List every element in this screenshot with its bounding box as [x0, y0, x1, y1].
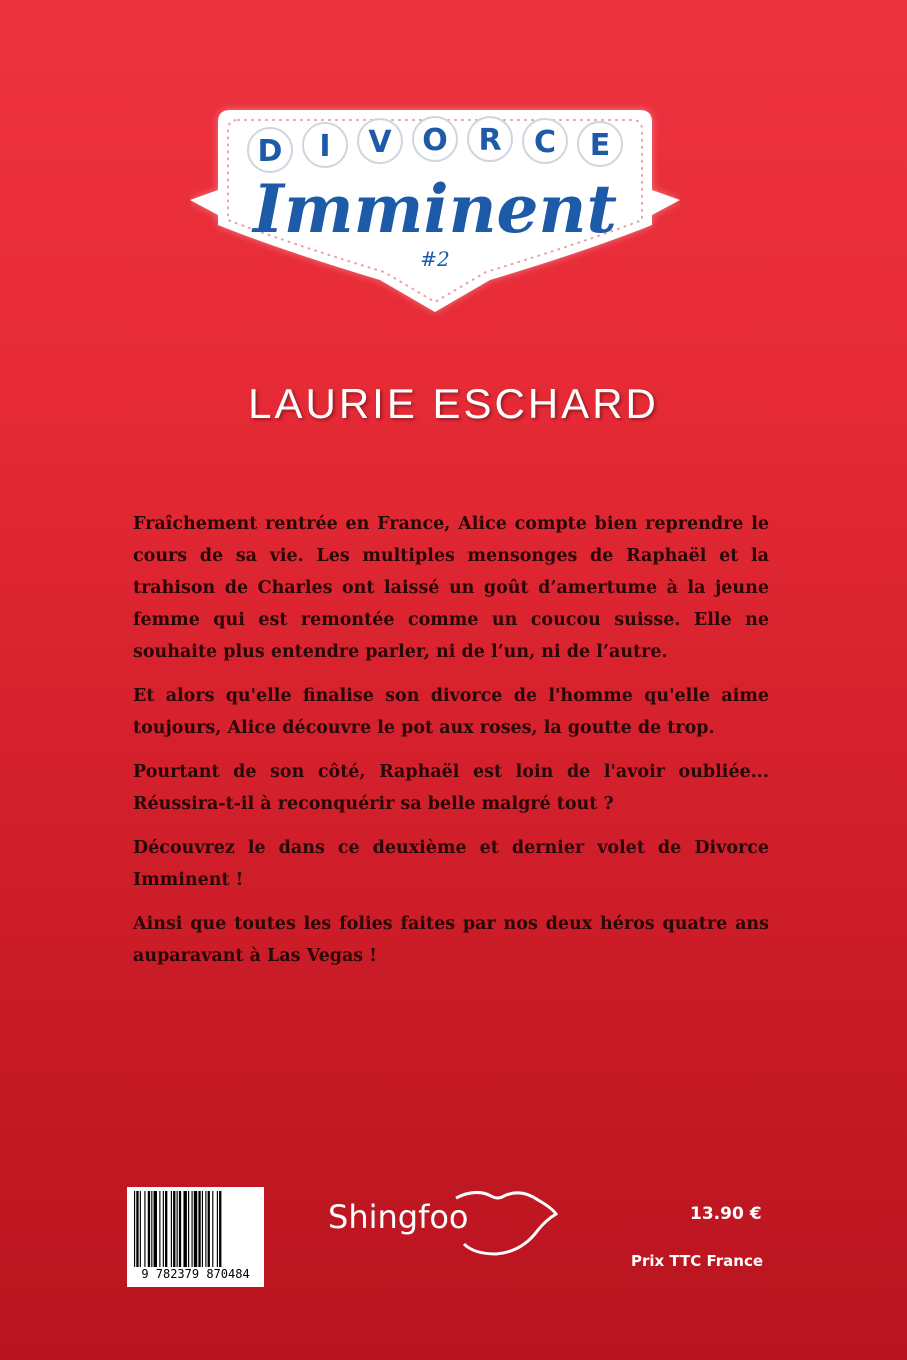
- barcode-bar: [192, 1191, 193, 1267]
- barcode-bar: [179, 1191, 181, 1267]
- series-sign: [190, 80, 680, 320]
- series-name-letter: R: [478, 123, 502, 159]
- barcode-bar: [144, 1191, 145, 1267]
- barcode-bar: [136, 1191, 138, 1267]
- blurb-paragraph: Fraîchement rentrée en France, Alice compte bien reprendre le cours de sa vie. Les multiples mensonges de Raphaël et la trahison de Charles ont laissé un goût d’amertume à la jeune femme qui est remontée comme un coucou suisse. Elle ne souhaite plus entendre parler, ni de l’un, ni de l’autre.: [133, 514, 769, 662]
- barcode-bar: [188, 1191, 189, 1267]
- isbn-number: 9 782379 870484: [141, 1267, 250, 1281]
- price-note: Prix TTC France: [631, 1252, 764, 1270]
- barcode-bar: [140, 1191, 141, 1267]
- blurb-paragraph: Ainsi que toutes les folies faites par nos deux héros quatre ans auparavant à Las Vegas !: [133, 914, 769, 966]
- barcode-bar: [177, 1191, 178, 1267]
- back-cover-blurb: [133, 508, 769, 984]
- isbn-barcode: [127, 1187, 264, 1287]
- barcode-bar: [171, 1191, 172, 1267]
- publisher-logo: [326, 1190, 561, 1260]
- price: 13.90 €: [690, 1204, 762, 1224]
- series-volume: #2: [420, 247, 450, 271]
- series-name-letter: E: [589, 128, 611, 163]
- barcode-bar: [205, 1191, 206, 1267]
- series-name-letter: I: [319, 129, 331, 164]
- series-name-letter: C: [533, 125, 557, 160]
- barcode-bar: [134, 1191, 135, 1267]
- author-name: LAURIE ESCHARD: [248, 380, 659, 427]
- series-name-letter: O: [422, 123, 448, 158]
- blurb-paragraph: Découvrez le dans ce deuxième et dernier volet de Divorce Imminent !: [133, 838, 769, 890]
- publisher-name: Shingfoo: [328, 1198, 469, 1236]
- barcode-bar: [194, 1191, 197, 1267]
- barcode-bar: [165, 1191, 167, 1267]
- barcode-bar: [173, 1191, 175, 1267]
- blurb-paragraph: Pourtant de son côté, Raphaël est loin de l'avoir oubliée... Réussira-t-il à reconquérir sa belle malgré tout ?: [133, 762, 769, 814]
- barcode-bar: [208, 1191, 210, 1267]
- barcode-bar: [148, 1191, 150, 1267]
- series-title: Imminent: [252, 170, 618, 248]
- barcode-bar: [154, 1191, 157, 1267]
- barcode-bar: [212, 1191, 213, 1267]
- series-name-letter: V: [368, 125, 392, 161]
- barcode-icon: [132, 1191, 259, 1267]
- blurb-paragraph: Et alors qu'elle finalise son divorce de l'homme qu'elle aime toujours, Alice découvre le pot aux roses, la goutte de trop.: [133, 686, 769, 738]
- barcode-bar: [151, 1191, 152, 1267]
- barcode-bar: [217, 1191, 218, 1267]
- barcode-bar: [183, 1191, 186, 1267]
- barcode-bar: [198, 1191, 200, 1267]
- barcode-bar: [219, 1191, 221, 1267]
- barcode-bar: [159, 1191, 160, 1267]
- barcode-bar: [163, 1191, 164, 1267]
- barcode-bar: [202, 1191, 203, 1267]
- series-name-letter: D: [257, 134, 283, 169]
